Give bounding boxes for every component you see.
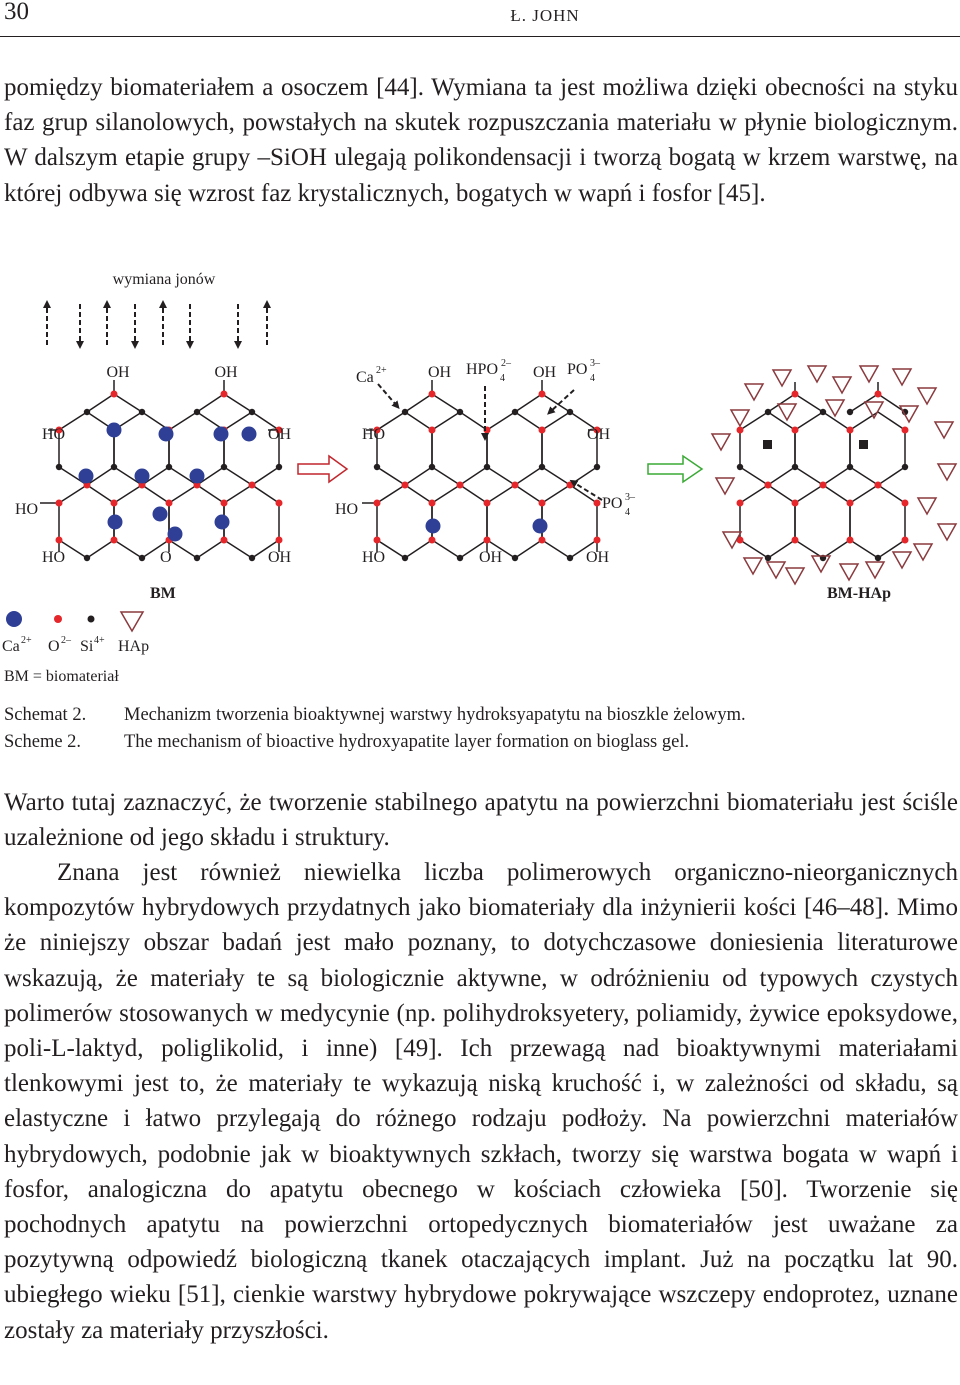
- p1-o-bottom: O: [160, 549, 172, 566]
- p2-po4-top: PO: [567, 361, 588, 378]
- caption-text-en: The mechanism of bioactive hydroxyapatite layer formation on bioglass gel.: [124, 732, 690, 752]
- legend-hap-label: HAp: [118, 638, 150, 655]
- bm-label: BM: [150, 585, 176, 602]
- p2-ho-mid: HO: [362, 426, 386, 443]
- p2-po4-side: PO: [602, 495, 623, 512]
- caption-polish: [4, 702, 954, 729]
- p2-ho-bottom: HO: [362, 549, 386, 566]
- running-header-author: Ł. JOHN: [510, 6, 580, 25]
- p1-ho-bottom: HO: [42, 549, 66, 566]
- green-transition-arrow: [648, 456, 702, 482]
- bm-hap-label: BM-HAp: [827, 585, 891, 602]
- ion-exchange-arrows: [47, 304, 267, 345]
- p2-po4-side-charge: 3–: [625, 492, 635, 503]
- figure-caption: [4, 702, 954, 756]
- p2-po4-top-sub: 4: [590, 373, 595, 384]
- legend-o-marker: [54, 615, 62, 623]
- p2-ca-charge: 2+: [376, 365, 387, 376]
- p2-po4-top-charge: 3–: [590, 358, 600, 369]
- body-paragraph-2: Warto tutaj zaznaczyć, że tworzenie stabilnego apatytu na powierzchni biomateriału jest ściśle uzależnione od jego składu i struktury.: [4, 789, 958, 852]
- legend-ca-label: Ca: [2, 638, 20, 655]
- panel-2-network: [335, 358, 636, 566]
- legend: [2, 611, 149, 685]
- page-number: 30: [4, 0, 29, 25]
- body-paragraph-3: Znana jest również niewielka liczba polimerowych organiczno-nieorganicznych kompozytów hybrydowych przydatnych jako biomateriały dla inżynierii kości [46–48]. Mimo że niniejszy obszar badań jest mało poznany, to dotychczasowe doniesienia literaturowe wskazują, że materiały te są biologicznie aktywne, w odróżnieniu od typowych czystych polimerów stosowanych w medycynie (np. polihydroksyetery, poliamidy, żywice epoksydowe, poli-L-laktyd, poliglikolid, i inne) [49]. Ich przewagą nad bioaktywnymi materiałami tlenkowymi jest to, że materiały te wykazują niską kruchość i, w zależności od składu, są elastyczne i łatwo przylegają do różnego rodzaju podłoży. Na powierzchni materiałów hybrydowych, podobnie jak w bioaktywnych szkłach, tworzy się warstwa bogata w wapń i fosfor, analogiczna do apatytu obecnego w kościach człowieka [50]. Tworzenie się pochodnych apatytu na powierzchni ortopedycznych biomateriałów jest uważane za pozytywną odpowiedź biologiczną tkanek otaczających implant. Już na początku lat 90. ubiegłego wieku [51], cienkie warstwy hybrydowe pokrywające wszczepy endoprotez, uznane zostały za materiały przyszłości.: [4, 859, 958, 1344]
- p2-oh-mid: OH: [587, 426, 611, 443]
- red-transition-arrow: [298, 456, 347, 482]
- p2-oh-top-left: OH: [428, 364, 452, 381]
- p2-oh-bottom-right: OH: [586, 549, 610, 566]
- legend-si-marker: [88, 616, 95, 623]
- p1-oh-mid: OH: [268, 426, 292, 443]
- p1-ho-left: HO: [15, 501, 39, 518]
- legend-ca-charge: 2+: [21, 635, 32, 646]
- p2-hpo4-sub: 4: [500, 373, 505, 384]
- p2-ho-left: HO: [335, 501, 359, 518]
- p2-oh-top-right: OH: [533, 364, 557, 381]
- p2-hpo4: HPO: [466, 361, 499, 378]
- p1-oh-top-right: OH: [214, 364, 238, 381]
- legend-o-charge: 2–: [61, 635, 71, 646]
- caption-english: [4, 729, 954, 756]
- ion-exchange-label: wymiana jonów: [112, 271, 216, 288]
- panel-1-network: [15, 364, 292, 602]
- caption-label-pl: Schemat 2.: [4, 705, 87, 725]
- p1-oh-top-left: OH: [106, 364, 130, 381]
- p2-po4-side-sub: 4: [625, 507, 630, 518]
- caption-text-pl: Mechanizm tworzenia bioaktywnej warstwy hydroksyapatytu na bioszkle żelowym.: [124, 705, 746, 725]
- legend-o-label: O: [48, 638, 60, 655]
- p1-ho-mid: HO: [42, 426, 66, 443]
- panel-3-network: [712, 366, 956, 602]
- legend-si-charge: 4+: [94, 635, 105, 646]
- body-paragraph-1: pomiędzy biomateriałem a osoczem [44]. Wymiana ta jest możliwa dzięki obecności na styku faz grup silanolowych, powstałych na skutek rozpuszczania materiału w płynie biologicznym. W dalszym etapie grupy –SiOH ulegają polikondensacji i tworzą bogatą w krzem warstwę, na której odbywa się wzrost faz krystalicznych, bogatych w wapń i fosfor [45].: [4, 74, 958, 207]
- legend-hap-marker: [121, 612, 143, 631]
- caption-label-en: Scheme 2.: [4, 732, 82, 752]
- legend-ca-marker: [6, 611, 22, 627]
- p2-oh-bottom-mid: OH: [479, 549, 503, 566]
- legend-bm-definition: BM = biomateriał: [4, 668, 119, 685]
- p1-oh-bottom: OH: [268, 549, 292, 566]
- scheme-diagram: [0, 262, 960, 692]
- scheme-figure: [0, 262, 960, 692]
- legend-si-label: Si: [80, 638, 94, 655]
- p2-hpo4-charge: 2–: [501, 358, 511, 369]
- p2-ca-ion: Ca: [356, 369, 374, 386]
- header-rule: [0, 36, 960, 37]
